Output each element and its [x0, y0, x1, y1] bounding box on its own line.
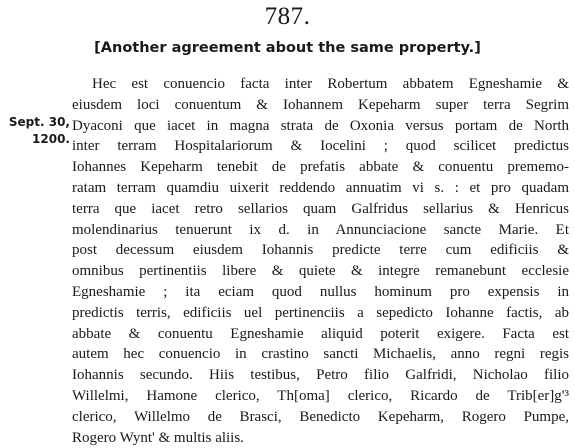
text-line: eiusdem loci conuentum & Iohannem Kepeharm super terra Segrim [72, 96, 569, 113]
text-line: omnibus pertinentiis libere & quiete & integre remanebunt ecclesie [72, 263, 569, 280]
text-line: Rogero Wynt' & multis aliis. [72, 429, 244, 446]
text-line: inter terram Hospitalariorum & Iocelini ; quod scilicet predictus [72, 138, 569, 155]
text-line: molendinarius tenuerunt ix d. in Annunciacione sancte Marie. Et [72, 221, 569, 238]
text-line: Willelmi, Hamone clerico, Th[oma] clerico, Ricardo de Trib[er]g'³ [72, 387, 569, 404]
text-line: terra que iacet retro sellarios quam Galfridus sellarius & Henricus [72, 200, 569, 217]
text-line: Hec est conuencio facta inter Robertum abbatem Egneshamie & [92, 76, 569, 92]
text-line: ratam terram quamdiu uixerit reddendo annuatim vi s. : et pro quadam [72, 179, 569, 196]
document-number: 787. [264, 3, 311, 30]
charter-text [72, 74, 569, 448]
text-line: autem hec conuencio in crastino sancti Michaelis, anno regni regis [72, 346, 569, 363]
margin-date: Sept. 30, [8, 115, 70, 129]
margin-date-note [2, 114, 70, 148]
text-line: Dyaconi que iacet in magna strata de Oxonia versus portam de North [72, 117, 569, 134]
text-line: post decessum eiusdem Iohannis predicte terre cum edificiis & [72, 242, 569, 259]
text-line: abbate & conuentu Egneshamie aliquid poterit exigere. Facta est [72, 325, 569, 342]
text-line: Iohannis secundo. Hiis testibus, Petro filio Galfridi, Nicholao filio [72, 367, 569, 384]
text-line: predictis terris, edificiis uel pertinenciis a sepedicto Iohanne factis, ab [72, 304, 569, 321]
margin-year: 1200. [32, 132, 70, 146]
text-line: Egneshamie ; ita eciam quod nullus hominum pro expensis in [72, 283, 569, 300]
text-line: Iohannes Kepeharm tenebit de prefatis abbate & conuentu prememo- [72, 159, 569, 176]
document-heading: [Another agreement about the same property.] [94, 40, 481, 56]
text-line: clerico, Willelmo de Brasci, Benedicto Kepeharm, Rogero Pumpe, [72, 408, 569, 425]
